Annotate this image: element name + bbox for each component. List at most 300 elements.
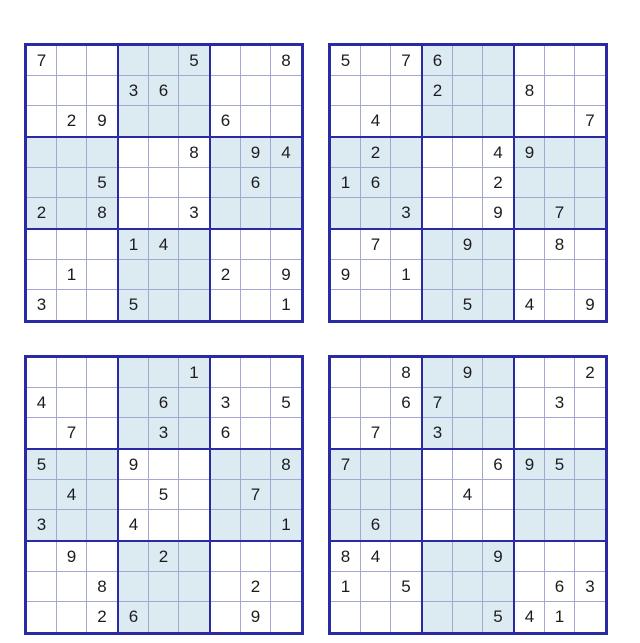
sudoku-cell-r8c7[interactable] [515,260,545,290]
sudoku-cell-r1c1[interactable]: 7 [27,46,57,76]
sudoku-cell-r3c6[interactable] [179,418,209,448]
sudoku-cell-r5c1[interactable]: 1 [331,168,361,198]
sudoku-cell-r3c8[interactable] [241,418,271,448]
sudoku-cell-r5c1[interactable] [331,480,361,510]
sudoku-cell-r1c5[interactable]: 9 [453,358,483,388]
sudoku-cell-r3c1[interactable] [27,418,57,448]
sudoku-cell-r4c4[interactable] [423,138,453,168]
sudoku-cell-r2c7[interactable]: 8 [515,76,545,106]
sudoku-cell-r8c3[interactable]: 8 [87,572,117,602]
sudoku-cell-r6c1[interactable] [331,198,361,228]
sudoku-cell-r3c7[interactable] [515,106,545,136]
sudoku-cell-r6c8[interactable] [241,510,271,540]
sudoku-cell-r2c9[interactable] [271,76,301,106]
sudoku-cell-r5c8[interactable] [545,480,575,510]
sudoku-cell-r3c7[interactable] [515,418,545,448]
sudoku-cell-r4c7[interactable] [211,450,241,480]
sudoku-cell-r9c6[interactable] [179,602,209,632]
sudoku-cell-r8c2[interactable] [361,572,391,602]
sudoku-cell-r2c4[interactable]: 2 [423,76,453,106]
sudoku-cell-r4c4[interactable]: 9 [119,450,149,480]
sudoku-cell-r5c2[interactable] [361,480,391,510]
sudoku-cell-r1c7[interactable] [515,358,545,388]
sudoku-cell-r2c8[interactable]: 3 [545,388,575,418]
sudoku-cell-r8c9[interactable]: 3 [575,572,605,602]
sudoku-cell-r5c7[interactable] [515,480,545,510]
sudoku-cell-r9c3[interactable] [391,290,421,320]
sudoku-cell-r3c3[interactable] [391,106,421,136]
sudoku-cell-r7c5[interactable] [453,542,483,572]
sudoku-cell-r9c8[interactable] [241,290,271,320]
sudoku-cell-r1c6[interactable] [483,46,513,76]
sudoku-cell-r4c9[interactable] [575,450,605,480]
sudoku-cell-r1c8[interactable] [241,358,271,388]
sudoku-cell-r5c2[interactable]: 4 [57,480,87,510]
sudoku-cell-r8c4[interactable] [119,572,149,602]
sudoku-cell-r1c2[interactable] [361,358,391,388]
sudoku-cell-r3c5[interactable] [453,418,483,448]
sudoku-cell-r7c4[interactable] [423,230,453,260]
sudoku-cell-r5c1[interactable] [27,480,57,510]
sudoku-cell-r4c2[interactable] [361,450,391,480]
sudoku-cell-r7c9[interactable] [575,230,605,260]
sudoku-cell-r6c9[interactable]: 1 [281,515,291,534]
sudoku-cell-r7c5[interactable]: 2 [149,542,179,572]
sudoku-cell-r1c4[interactable] [119,46,149,76]
sudoku-cell-r5c6[interactable] [179,480,209,510]
sudoku-cell-r3c2[interactable]: 2 [57,106,87,136]
sudoku-cell-r7c6[interactable]: 9 [483,542,513,572]
sudoku-cell-r9c4[interactable] [423,290,453,320]
sudoku-cell-r9c1[interactable] [331,290,361,320]
sudoku-cell-r8c5[interactable] [149,572,179,602]
sudoku-cell-r4c3[interactable] [87,450,117,480]
sudoku-cell-r5c1[interactable] [27,168,57,198]
sudoku-cell-r2c7[interactable] [211,76,241,106]
sudoku-cell-r9c7[interactable]: 4 [515,290,545,320]
sudoku-cell-r9c5[interactable] [453,602,483,632]
sudoku-cell-r4c9[interactable]: 8 [271,450,301,480]
sudoku-cell-r1c6[interactable] [483,358,513,388]
sudoku-cell-r9c9[interactable]: 9 [585,295,595,314]
sudoku-cell-r4c8[interactable]: 5 [545,450,575,480]
sudoku-cell-r1c9[interactable]: 8 [271,46,301,76]
sudoku-cell-r4c8[interactable] [545,138,575,168]
sudoku-cell-r9c6[interactable]: 5 [493,607,503,626]
sudoku-cell-r3c8[interactable] [241,106,271,136]
sudoku-cell-r2c1[interactable]: 4 [27,388,57,418]
sudoku-cell-r8c8[interactable]: 2 [241,572,271,602]
sudoku-cell-r2c2[interactable] [57,388,87,418]
sudoku-cell-r9c4[interactable]: 6 [119,602,149,632]
sudoku-cell-r4c7[interactable]: 9 [515,138,545,168]
sudoku-cell-r4c1[interactable]: 5 [27,450,57,480]
sudoku-cell-r6c5[interactable] [453,510,483,540]
sudoku-cell-r3c7[interactable]: 6 [211,418,241,448]
sudoku-cell-r9c5[interactable] [149,290,179,320]
sudoku-cell-r8c1[interactable]: 9 [331,260,361,290]
sudoku-cell-r3c4[interactable] [423,106,453,136]
sudoku-cell-r5c8[interactable]: 7 [241,480,271,510]
sudoku-cell-r4c4[interactable] [119,138,149,168]
sudoku-cell-r7c2[interactable]: 4 [361,542,391,572]
sudoku-cell-r2c2[interactable] [361,388,391,418]
sudoku-cell-r5c7[interactable] [515,168,545,198]
sudoku-cell-r1c2[interactable] [361,46,391,76]
sudoku-cell-r9c9[interactable] [271,602,301,632]
sudoku-cell-r5c8[interactable]: 6 [241,168,271,198]
sudoku-cell-r4c7[interactable] [211,138,241,168]
sudoku-cell-r9c5[interactable]: 5 [453,290,483,320]
sudoku-cell-r2c2[interactable] [57,76,87,106]
sudoku-cell-r5c4[interactable] [119,168,149,198]
sudoku-cell-r8c3[interactable]: 1 [391,260,421,290]
sudoku-cell-r6c2[interactable]: 6 [361,510,391,540]
sudoku-cell-r7c4[interactable] [423,542,453,572]
sudoku-cell-r9c4[interactable]: 5 [119,290,149,320]
sudoku-cell-r7c7[interactable] [515,230,545,260]
sudoku-cell-r5c9[interactable] [271,480,301,510]
sudoku-cell-r1c9[interactable]: 2 [575,358,605,388]
sudoku-cell-r2c6[interactable] [483,388,513,418]
sudoku-cell-r8c7[interactable]: 2 [211,260,241,290]
sudoku-cell-r6c6[interactable] [179,510,209,540]
sudoku-cell-r5c4[interactable] [423,168,453,198]
sudoku-cell-r4c5[interactable] [453,138,483,168]
sudoku-cell-r9c9[interactable]: 1 [281,295,291,314]
sudoku-cell-r5c9[interactable] [575,480,605,510]
sudoku-cell-r8c8[interactable] [241,260,271,290]
sudoku-cell-r2c8[interactable] [241,76,271,106]
sudoku-cell-r6c7[interactable] [515,510,545,540]
sudoku-cell-r5c2[interactable] [57,168,87,198]
sudoku-cell-r1c2[interactable] [57,358,87,388]
sudoku-cell-r3c2[interactable]: 4 [361,106,391,136]
sudoku-cell-r7c7[interactable] [211,230,241,260]
sudoku-cell-r4c1[interactable]: 7 [331,450,361,480]
sudoku-cell-r3c5[interactable] [149,106,179,136]
sudoku-cell-r3c1[interactable] [331,106,361,136]
sudoku-cell-r5c2[interactable]: 6 [361,168,391,198]
sudoku-cell-r8c4[interactable] [423,260,453,290]
sudoku-cell-r7c3[interactable] [87,542,117,572]
sudoku-cell-r6c1[interactable] [331,510,361,540]
sudoku-cell-r5c8[interactable] [545,168,575,198]
sudoku-cell-r8c3[interactable]: 5 [391,572,421,602]
sudoku-cell-r4c9[interactable] [575,138,605,168]
sudoku-cell-r4c6[interactable]: 6 [483,450,513,480]
sudoku-cell-r2c1[interactable] [27,76,57,106]
sudoku-cell-r3c8[interactable] [545,106,575,136]
sudoku-cell-r8c1[interactable]: 1 [331,572,361,602]
sudoku-cell-r2c1[interactable] [331,388,361,418]
sudoku-cell-r8c7[interactable] [211,572,241,602]
sudoku-cell-r5c5[interactable] [453,168,483,198]
sudoku-cell-r5c9[interactable] [575,168,605,198]
sudoku-cell-r2c7[interactable] [515,388,545,418]
sudoku-cell-r1c3[interactable]: 7 [391,46,421,76]
sudoku-cell-r6c8[interactable] [545,510,575,540]
sudoku-cell-r3c7[interactable]: 6 [211,106,241,136]
sudoku-cell-r7c7[interactable] [515,542,545,572]
sudoku-cell-r5c9[interactable] [271,168,301,198]
sudoku-cell-r7c2[interactable]: 7 [361,230,391,260]
sudoku-cell-r8c6[interactable] [483,260,513,290]
sudoku-cell-r9c1[interactable] [27,602,57,632]
sudoku-cell-r4c6[interactable] [179,450,209,480]
sudoku-cell-r9c3[interactable] [391,602,421,632]
sudoku-cell-r8c3[interactable] [87,260,117,290]
sudoku-cell-r6c8[interactable]: 7 [545,198,575,228]
sudoku-cell-r8c8[interactable] [545,260,575,290]
sudoku-cell-r9c7[interactable] [211,602,241,632]
sudoku-cell-r8c8[interactable]: 6 [545,572,575,602]
sudoku-cell-r1c9[interactable] [575,46,605,76]
sudoku-cell-r6c6[interactable]: 9 [493,203,503,222]
sudoku-cell-r6c9[interactable] [575,198,605,228]
sudoku-cell-r8c6[interactable] [483,572,513,602]
sudoku-cell-r2c3[interactable] [391,76,421,106]
sudoku-cell-r7c8[interactable] [545,542,575,572]
sudoku-cell-r3c6[interactable] [179,106,209,136]
sudoku-cell-r7c2[interactable]: 9 [57,542,87,572]
sudoku-cell-r5c6[interactable]: 2 [483,168,513,198]
sudoku-cell-r4c8[interactable] [241,450,271,480]
sudoku-cell-r1c5[interactable] [149,358,179,388]
sudoku-cell-r6c5[interactable] [453,198,483,228]
sudoku-cell-r7c2[interactable] [57,230,87,260]
sudoku-cell-r9c8[interactable] [545,290,575,320]
sudoku-cell-r1c4[interactable] [119,358,149,388]
sudoku-cell-r7c9[interactable] [575,542,605,572]
sudoku-cell-r5c5[interactable] [149,168,179,198]
sudoku-cell-r5c3[interactable] [391,480,421,510]
sudoku-cell-r9c7[interactable] [211,290,241,320]
sudoku-cell-r8c2[interactable] [361,260,391,290]
sudoku-cell-r5c4[interactable] [119,480,149,510]
sudoku-cell-r8c5[interactable] [453,260,483,290]
sudoku-cell-r2c4[interactable]: 7 [423,388,453,418]
sudoku-cell-r3c1[interactable] [27,106,57,136]
sudoku-cell-r2c5[interactable] [453,388,483,418]
sudoku-cell-r3c4[interactable] [119,418,149,448]
sudoku-cell-r2c8[interactable] [545,76,575,106]
sudoku-cell-r3c3[interactable] [391,418,421,448]
sudoku-cell-r1c2[interactable] [57,46,87,76]
sudoku-cell-r4c4[interactable] [423,450,453,480]
sudoku-cell-r6c6[interactable] [483,510,513,540]
sudoku-cell-r3c6[interactable] [483,106,513,136]
sudoku-cell-r7c3[interactable] [391,542,421,572]
sudoku-cell-r1c5[interactable] [149,46,179,76]
sudoku-cell-r6c8[interactable] [241,198,271,228]
sudoku-cell-r2c1[interactable] [331,76,361,106]
sudoku-cell-r1c5[interactable] [453,46,483,76]
sudoku-cell-r9c2[interactable] [361,602,391,632]
sudoku-cell-r3c9[interactable] [271,106,301,136]
sudoku-cell-r4c5[interactable] [149,138,179,168]
sudoku-cell-r2c5[interactable]: 6 [149,76,179,106]
sudoku-cell-r7c1[interactable] [27,542,57,572]
sudoku-cell-r1c3[interactable] [87,46,117,76]
sudoku-cell-r8c6[interactable] [179,260,209,290]
sudoku-cell-r1c7[interactable] [515,46,545,76]
sudoku-cell-r2c3[interactable] [87,76,117,106]
sudoku-cell-r2c7[interactable]: 3 [211,388,241,418]
sudoku-cell-r1c6[interactable]: 5 [179,46,209,76]
sudoku-cell-r7c9[interactable] [271,542,301,572]
sudoku-cell-r5c5[interactable]: 5 [149,480,179,510]
sudoku-cell-r9c2[interactable] [57,290,87,320]
sudoku-cell-r8c4[interactable] [119,260,149,290]
sudoku-cell-r2c9[interactable] [575,388,605,418]
sudoku-cell-r4c3[interactable] [391,138,421,168]
sudoku-cell-r7c6[interactable] [179,230,209,260]
sudoku-cell-r8c4[interactable] [423,572,453,602]
sudoku-cell-r1c4[interactable]: 6 [423,46,453,76]
sudoku-cell-r7c6[interactable] [483,230,513,260]
sudoku-cell-r7c1[interactable]: 8 [331,542,361,572]
sudoku-cell-r2c4[interactable]: 3 [119,76,149,106]
sudoku-cell-r2c5[interactable] [453,76,483,106]
sudoku-cell-r4c7[interactable]: 9 [515,450,545,480]
sudoku-cell-r9c4[interactable] [423,602,453,632]
sudoku-cell-r8c5[interactable] [149,260,179,290]
sudoku-cell-r5c3[interactable] [87,480,117,510]
sudoku-cell-r9c6[interactable] [179,290,209,320]
sudoku-cell-r7c5[interactable]: 4 [149,230,179,260]
sudoku-cell-r4c2[interactable] [57,450,87,480]
sudoku-cell-r2c3[interactable]: 6 [391,388,421,418]
sudoku-cell-r5c5[interactable]: 4 [453,480,483,510]
sudoku-cell-r4c1[interactable] [331,138,361,168]
sudoku-cell-r2c3[interactable] [87,388,117,418]
sudoku-cell-r8c2[interactable] [57,572,87,602]
sudoku-cell-r2c8[interactable] [241,388,271,418]
sudoku-cell-r8c6[interactable] [179,572,209,602]
sudoku-cell-r3c2[interactable]: 7 [57,418,87,448]
sudoku-cell-r6c9[interactable] [271,198,301,228]
sudoku-cell-r9c3[interactable] [87,290,117,320]
sudoku-cell-r1c1[interactable] [27,358,57,388]
sudoku-cell-r8c1[interactable] [27,572,57,602]
sudoku-cell-r6c7[interactable] [211,198,241,228]
sudoku-cell-r5c4[interactable] [423,480,453,510]
sudoku-cell-r4c1[interactable] [27,138,57,168]
sudoku-cell-r1c3[interactable] [87,358,117,388]
sudoku-cell-r6c4[interactable] [423,198,453,228]
sudoku-cell-r5c7[interactable] [211,480,241,510]
sudoku-cell-r2c6[interactable] [179,76,209,106]
sudoku-cell-r4c6[interactable]: 8 [179,138,209,168]
sudoku-cell-r5c6[interactable] [179,168,209,198]
sudoku-cell-r1c9[interactable] [271,358,301,388]
sudoku-cell-r3c9[interactable] [271,418,301,448]
sudoku-cell-r7c9[interactable] [271,230,301,260]
sudoku-cell-r1c3[interactable]: 8 [391,358,421,388]
sudoku-cell-r6c4[interactable] [119,198,149,228]
sudoku-cell-r7c8[interactable]: 8 [545,230,575,260]
sudoku-cell-r1c8[interactable] [545,46,575,76]
sudoku-cell-r7c7[interactable] [211,542,241,572]
sudoku-cell-r7c8[interactable] [241,542,271,572]
sudoku-cell-r4c3[interactable] [391,450,421,480]
sudoku-cell-r8c9[interactable] [271,572,301,602]
sudoku-cell-r3c1[interactable] [331,418,361,448]
sudoku-cell-r7c4[interactable]: 1 [119,230,149,260]
sudoku-cell-r9c7[interactable]: 4 [515,602,545,632]
sudoku-cell-r4c2[interactable]: 2 [361,138,391,168]
sudoku-cell-r9c2[interactable] [57,602,87,632]
sudoku-cell-r9c5[interactable] [149,602,179,632]
sudoku-cell-r3c5[interactable] [453,106,483,136]
sudoku-cell-r4c2[interactable] [57,138,87,168]
sudoku-cell-r6c3[interactable]: 3 [401,203,411,222]
sudoku-cell-r6c7[interactable] [515,198,545,228]
sudoku-cell-r9c2[interactable] [361,290,391,320]
sudoku-cell-r3c3[interactable] [87,418,117,448]
sudoku-cell-r3c9[interactable]: 7 [585,111,595,130]
sudoku-cell-r7c8[interactable] [241,230,271,260]
sudoku-cell-r3c2[interactable]: 7 [361,418,391,448]
sudoku-cell-r6c2[interactable] [361,198,391,228]
sudoku-cell-r6c1[interactable]: 3 [27,510,57,540]
sudoku-cell-r4c3[interactable] [87,138,117,168]
sudoku-cell-r3c4[interactable]: 3 [423,418,453,448]
sudoku-cell-r8c5[interactable] [453,572,483,602]
sudoku-cell-r6c4[interactable] [423,510,453,540]
sudoku-cell-r6c5[interactable] [149,198,179,228]
sudoku-cell-r8c1[interactable] [27,260,57,290]
sudoku-cell-r2c4[interactable] [119,388,149,418]
sudoku-cell-r2c6[interactable] [483,76,513,106]
sudoku-cell-r1c8[interactable] [545,358,575,388]
sudoku-cell-r9c6[interactable] [483,290,513,320]
sudoku-cell-r4c9[interactable]: 4 [271,138,301,168]
sudoku-cell-r9c1[interactable]: 3 [27,290,57,320]
sudoku-cell-r6c5[interactable] [149,510,179,540]
sudoku-cell-r5c3[interactable] [391,168,421,198]
sudoku-cell-r6c2[interactable] [57,510,87,540]
sudoku-cell-r1c6[interactable]: 1 [179,358,209,388]
sudoku-cell-r3c6[interactable] [483,418,513,448]
sudoku-cell-r5c6[interactable] [483,480,513,510]
sudoku-cell-r1c1[interactable] [331,358,361,388]
sudoku-cell-r6c7[interactable] [211,510,241,540]
sudoku-cell-r1c7[interactable] [211,46,241,76]
sudoku-cell-r6c6[interactable]: 3 [189,203,199,222]
sudoku-cell-r9c1[interactable] [331,602,361,632]
sudoku-cell-r6c3[interactable] [391,510,421,540]
sudoku-cell-r3c5[interactable]: 3 [149,418,179,448]
sudoku-cell-r2c5[interactable]: 6 [149,388,179,418]
sudoku-cell-r4c8[interactable]: 9 [241,138,271,168]
sudoku-cell-r1c7[interactable] [211,358,241,388]
sudoku-cell-r8c7[interactable] [515,572,545,602]
sudoku-cell-r3c8[interactable] [545,418,575,448]
sudoku-cell-r1c4[interactable] [423,358,453,388]
sudoku-cell-r3c4[interactable] [119,106,149,136]
sudoku-cell-r6c4[interactable]: 4 [119,510,149,540]
sudoku-cell-r9c9[interactable] [575,602,605,632]
sudoku-cell-r3c3[interactable]: 9 [97,111,107,130]
sudoku-cell-r5c7[interactable] [211,168,241,198]
sudoku-cell-r7c6[interactable] [179,542,209,572]
sudoku-cell-r2c9[interactable] [575,76,605,106]
sudoku-cell-r1c1[interactable]: 5 [331,46,361,76]
sudoku-cell-r4c5[interactable] [149,450,179,480]
sudoku-cell-r8c9[interactable]: 9 [271,260,301,290]
